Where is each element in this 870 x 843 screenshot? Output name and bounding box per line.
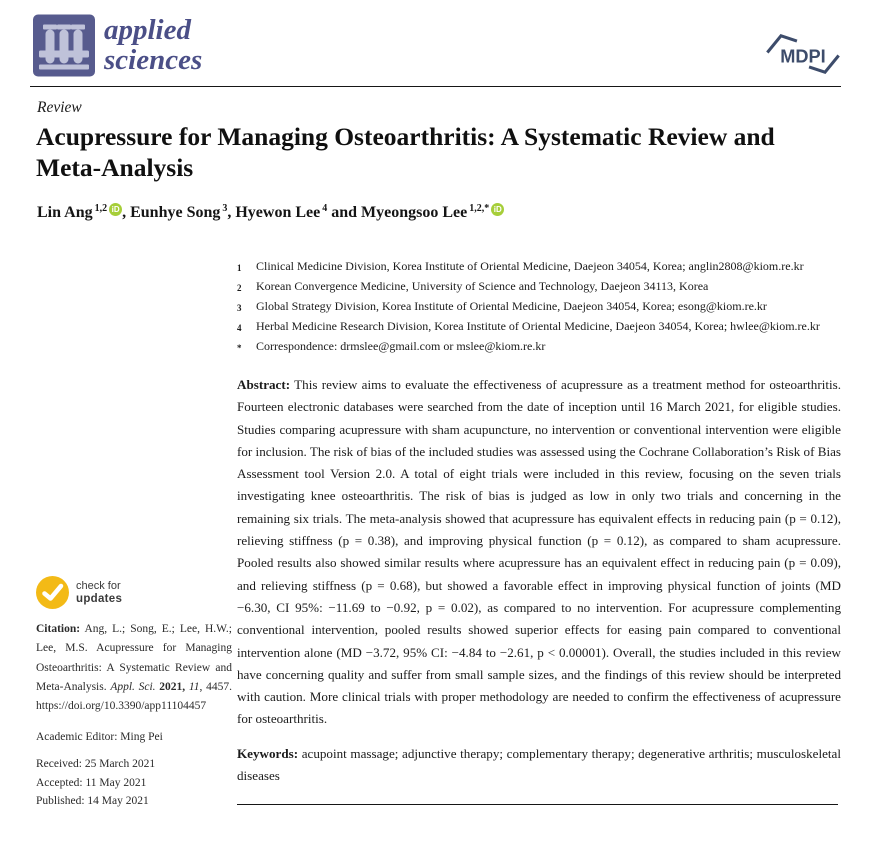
affiliation-marker: 1	[237, 263, 242, 273]
abstract-label: Abstract:	[237, 377, 291, 392]
affiliations-list	[237, 257, 841, 357]
affiliation-text: Global Strategy Division, Korea Institute of Oriental Medicine, Daejeon 34054, Korea; esong@kiom.re.kr	[256, 299, 767, 313]
citation-journal: Appl. Sci.	[110, 680, 156, 693]
orcid-icon[interactable]: iD	[491, 203, 504, 216]
author-affiliation-sup: 3	[222, 203, 228, 214]
author-affiliation-sup: 1,2	[94, 203, 108, 214]
author	[361, 204, 504, 221]
citation-volume: 11	[188, 680, 200, 693]
section-divider	[237, 804, 838, 805]
author-name: Lin Ang	[37, 204, 93, 222]
author-affiliation-sup: 1,2,*	[469, 203, 490, 214]
author: Eunhye Song $^3$,	[130, 203, 236, 222]
citation-doi-link[interactable]: , 4457. https://doi.org/10.3390/app11104457	[36, 680, 232, 713]
mdpi-logo-text: MDPI	[780, 46, 826, 67]
affiliation-text: Korean Convergence Medicine, University of Science and Technology, Daejeon 34113, Korea	[256, 279, 709, 293]
accepted-date: Accepted: 11 May 2021	[36, 776, 147, 789]
affiliation-item	[237, 317, 841, 337]
article-dates	[36, 758, 232, 807]
article-title: Acupressure for Managing Osteoarthritis: A Systematic Review and Meta-Analysis	[36, 122, 775, 182]
affiliation-marker: 3	[237, 303, 242, 313]
journal-name-line1: applied	[104, 14, 191, 46]
applied-sciences-logo	[33, 14, 95, 77]
citation-year: 2021,	[159, 680, 186, 693]
correspondence-marker: *	[237, 343, 242, 353]
received-date: Received: 25 March 2021	[36, 758, 156, 771]
header-divider	[30, 86, 841, 87]
article-meta-column	[237, 257, 841, 805]
authors-line	[37, 203, 504, 222]
check-icon	[36, 576, 69, 609]
orcid-icon[interactable]: iD	[109, 203, 122, 216]
affiliation-item	[237, 297, 841, 317]
author: Lin Ang $^{1,2}$ iD ,	[37, 203, 131, 222]
abstract-text: This review aims to evaluate the effectiveness of acupressure as a treatment method for osteoarthritis. Fourteen electronic databases were searched from the date of inception until 16 March 2021, for eligible studies. Studies comparing acupressure with sham acupuncture, no intervention or conventional intervention were eligible for inclusion. The risk of bias of the included studies was assessed using the Cochrane Collaboration’s Risk of Bias Assessment tool Version 2.0. A total of eight trials were included in this review, focusing on the seven trials investigating knee osteoarthritis. The risk of bias is judged as low in only two trials and concerning in the remaining six trials. The meta-analysis showed that acupressure has equivalent effects in reducing pain (p = 0.12), relieving stiffness (p = 0.38), and improving physical function (p = 0.12), as compared to sham acupressure. Pooled results also showed similar results where acupressure has an equivalent effect in reducing pain (p = 0.09), and relieving stiffness (p = 0.68), but showed a favorable effect in improving physical function of joints (MD −6.30, CI 95%: −11.69 to −0.92, p = 0.02), as compared to no intervention. For acupressure complementing conventional intervention, pooled results showed superior effects for easing pain compared to conventional intervention alone (MD −3.72, 95% CI: −4.84 to −2.61, p < 0.00001). Overall, the studies included in this review have concerning quality and suffer from small sample sizes, and the findings of this review should be interpreted with caution. More clinical trials with proper methodology are needed to confirm the effectiveness of acupressure for osteoarthritis.	[237, 377, 841, 727]
affiliation-item	[237, 337, 841, 357]
author-affiliation-sup: 4	[322, 203, 328, 214]
check-for-updates-badge[interactable]	[36, 576, 232, 609]
published-date: Published: 14 May 2021	[36, 795, 149, 808]
citation-label: Citation:	[36, 623, 81, 635]
sidebar	[36, 576, 232, 814]
keywords-label: Keywords:	[237, 745, 299, 761]
journal-name	[104, 15, 202, 75]
abstract-paragraph	[237, 374, 841, 731]
correspondence-text: Correspondence: drmslee@gmail.com or mslee@kiom.re.kr	[256, 339, 546, 353]
affiliation-item	[237, 257, 841, 277]
affiliation-item	[237, 277, 841, 297]
affiliation-marker: 2	[237, 283, 242, 293]
academic-editor: Academic Editor: Ming Pei	[36, 731, 163, 744]
check-for-updates-label: check for updates	[76, 580, 123, 605]
author: Hyewon Lee $^4$ and	[235, 203, 362, 222]
affiliation-text: Herbal Medicine Research Division, Korea Institute of Oriental Medicine, Daejeon 34054, Korea; hwlee@kiom.re.kr	[256, 319, 820, 333]
keywords-text: acupoint massage; adjunctive therapy; complementary therapy; degenerative arthritis; musculoskeletal diseases	[237, 745, 841, 784]
author-name: Hyewon Lee	[235, 204, 321, 222]
affiliation-text: Clinical Medicine Division, Korea Institute of Oriental Medicine, Daejeon 34054, Korea; anglin2808@kiom.re.kr	[256, 259, 804, 273]
article-type-label: Review	[37, 99, 82, 116]
test-tubes-icon	[33, 14, 95, 77]
citation-text: Ang, L.; Song, E.; Lee, H.W.; Lee, M.S. Acupressure for Managing Osteoarthritis: A Systematic Review and Meta-Analysis.	[36, 623, 233, 693]
author-name: Myeongsoo Lee	[361, 204, 468, 222]
citation-block	[36, 620, 232, 716]
author-name: Eunhye Song	[130, 204, 221, 222]
affiliation-marker: 4	[237, 323, 242, 333]
keywords-paragraph	[237, 743, 841, 788]
mdpi-logo[interactable]	[764, 32, 842, 76]
journal-name-line2: sciences	[104, 44, 203, 76]
